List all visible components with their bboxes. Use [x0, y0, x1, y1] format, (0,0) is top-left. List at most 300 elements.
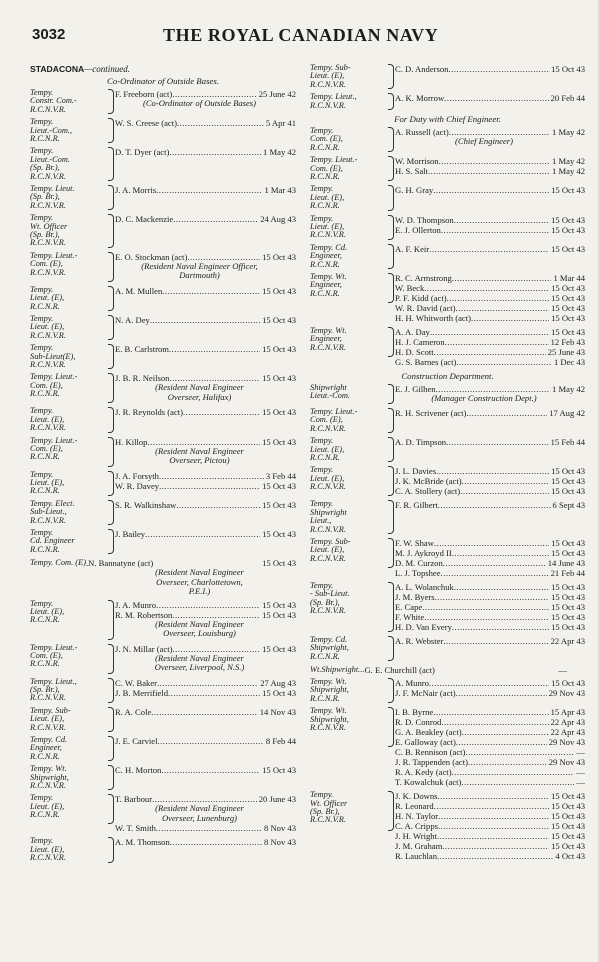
officer-entry — [115, 837, 296, 847]
officer-entry — [395, 851, 585, 861]
officer-rank: Tempy. Constr. Com.- R.C.N.V.R. — [30, 88, 77, 114]
officer-rank: Tempy. Sub- Lieut. (E), R.C.N.V.R. — [30, 705, 71, 732]
officer-rank: Tempy. Lieut. (E), R.C.N.R. — [30, 598, 65, 625]
leader-dots — [422, 602, 549, 612]
officer-date: 15 Oct 43 — [551, 621, 585, 632]
officer-name: E. Galloway (act) — [395, 737, 456, 748]
officer-entry — [115, 688, 296, 698]
officer-name: J. M. Byers — [395, 591, 435, 602]
officer-group — [310, 185, 585, 210]
officer-entries — [395, 93, 585, 103]
officer-rank: Tempy. Lieut. (E), R.C.N.V.R. — [30, 313, 66, 340]
officer-entry — [395, 156, 585, 166]
officer-name: E. J. Ollerton — [395, 224, 441, 235]
officer-name: E. Cape — [395, 601, 423, 612]
leader-dots — [434, 801, 549, 811]
leader-dots — [454, 582, 549, 592]
officer-entries — [115, 437, 296, 466]
leader-dots — [159, 481, 260, 491]
officer-entry — [395, 225, 585, 235]
officer-rank: Tempy. Lieut.- Com. (E), R.C.N.R. — [30, 435, 78, 462]
officer-group — [30, 373, 296, 403]
officer-group — [30, 437, 296, 467]
officer-date: 15 Oct 43 — [551, 224, 585, 235]
officer-name: R. C. Armstrong — [395, 272, 452, 283]
officer-group — [310, 64, 585, 89]
officer-rank: Tempy. Wt. Engineer, R.C.N.R. — [310, 271, 347, 298]
officer-name: C. H. Morton — [115, 765, 162, 776]
officer-date: 15 Oct 43 — [262, 765, 296, 776]
officer-entry — [395, 357, 585, 367]
officer-list-2 — [30, 600, 296, 863]
leader-dots — [147, 437, 260, 447]
officer-group — [30, 500, 296, 525]
officer-entry — [395, 273, 585, 283]
leader-dots — [169, 147, 261, 157]
officer-entries — [115, 118, 296, 128]
officer-group — [30, 185, 296, 210]
officer-entries — [395, 636, 585, 646]
leader-dots — [428, 166, 550, 176]
group-brace — [388, 93, 394, 110]
group-brace — [388, 437, 394, 462]
officer-date: 22 Apr 43 — [550, 717, 585, 728]
officer-group — [310, 466, 585, 496]
officer-entries — [115, 794, 296, 823]
officer-rank: Tempy. Com. (E), R.C.N.R. — [310, 125, 343, 152]
officer-name: E. B. Carlstrom — [115, 344, 169, 355]
officer-entries — [115, 765, 296, 775]
leader-dots — [465, 747, 574, 757]
officer-date: 8 Feb 44 — [265, 735, 296, 746]
leader-dots — [176, 500, 260, 510]
officer-group — [30, 344, 296, 369]
officer-rank: Tempy. Cd. Engineer, R.C.N.R. — [310, 242, 348, 269]
officer-date: 1 May 42 — [552, 126, 585, 137]
officer-entries — [395, 582, 585, 632]
officer-date: 1 May 42 — [263, 147, 296, 158]
officer-name: G. S. Barnes (act) — [395, 356, 457, 367]
officer-date: 12 Feb 43 — [550, 336, 585, 347]
officer-rank: Tempy. - Sub-Lieut. (Sp. Br.), R.C.N.V.R. — [310, 580, 350, 616]
officer-date: 1 Mar 43 — [264, 184, 296, 195]
leader-dots — [436, 466, 549, 476]
leader-dots — [448, 64, 549, 74]
officer-entries — [395, 384, 585, 404]
officer-name: J. E. Carviel — [115, 735, 158, 746]
group-brace — [388, 636, 394, 661]
officer-rank: Tempy. Wt. Shipwright, R.C.N.V.R. — [310, 706, 349, 733]
officer-name: J. R. Reynolds (act) — [115, 407, 184, 418]
leader-dots — [462, 727, 549, 737]
leader-dots — [156, 600, 260, 610]
officer-group-churchill — [310, 665, 585, 675]
group-brace — [108, 765, 114, 790]
officer-entry — [395, 538, 585, 548]
officer-name: A. M. Thomson — [115, 837, 170, 848]
group-brace — [108, 407, 114, 432]
group-brace — [388, 791, 394, 831]
officer-entries-cont — [115, 823, 296, 833]
leader-dots — [424, 612, 549, 622]
group-brace — [108, 707, 114, 732]
group-brace — [388, 678, 394, 703]
officer-group — [30, 837, 296, 862]
officer-entries — [115, 707, 296, 717]
officer-entries — [115, 678, 296, 698]
officer-date: 15 Oct 43 — [551, 486, 585, 497]
leader-dots — [452, 548, 549, 558]
group-brace — [108, 437, 114, 467]
officer-date: 15 Oct 43 — [551, 601, 585, 612]
leader-dots — [443, 636, 548, 646]
officer-entry — [395, 558, 585, 568]
group-brace — [108, 529, 114, 554]
officer-date: 1 May 42 — [552, 156, 585, 167]
officer-date: 15 Oct 43 — [551, 821, 585, 832]
continued-label: —continued. — [84, 64, 131, 74]
officer-date: 15 Oct 43 — [551, 811, 585, 822]
officer-name: H. D. Scott — [395, 346, 434, 357]
group-brace — [388, 707, 394, 747]
group-brace — [108, 500, 114, 525]
section-heading — [30, 64, 296, 74]
group-brace — [108, 678, 114, 703]
officer-date: 15 Oct 43 — [551, 292, 585, 303]
leader-dots — [456, 737, 547, 747]
group-brace — [388, 384, 394, 404]
officer-name: W. R. David (act) — [395, 302, 456, 313]
officer-date: 8 Nov 43 — [264, 837, 296, 848]
officer-entry — [395, 293, 585, 303]
officer-name: R. A. Cole — [115, 706, 152, 717]
officer-date: 15 Oct 43 — [262, 344, 296, 355]
leader-dots — [456, 357, 552, 367]
leader-dots — [157, 678, 258, 688]
leader-dots — [168, 688, 260, 698]
officer-name: R. A. Kedy (act) — [395, 767, 452, 778]
officer-entry — [395, 486, 585, 496]
officer-rank: Tempy. Cd. Engineer R.C.N.R. — [30, 527, 75, 554]
officer-group — [30, 529, 296, 554]
officer-list — [30, 89, 296, 554]
leader-dots — [438, 811, 549, 821]
officer-name: H. Killop — [115, 436, 148, 447]
officer-entries — [395, 466, 585, 496]
officer-date: 15 Oct 43 — [262, 499, 296, 510]
leader-dots — [151, 707, 257, 717]
officer-group — [30, 252, 296, 282]
group-brace — [108, 286, 114, 311]
leader-dots — [462, 476, 550, 486]
officer-group — [310, 408, 585, 433]
officer-entries — [395, 707, 585, 747]
officer-date: 15 Oct 43 — [551, 243, 585, 254]
officer-entries — [115, 529, 296, 539]
officer-entries — [115, 344, 296, 354]
group-brace — [108, 837, 114, 862]
officer-name: J. H. Wright — [395, 831, 437, 842]
officer-entries-cont — [395, 831, 585, 861]
officer-date: 15 Oct 43 — [262, 599, 296, 610]
officer-entry — [115, 736, 296, 746]
officer-rank: Tempy. Lieut. (E), R.C.N.V.R. — [310, 213, 346, 240]
officer-name: J. B. Merrifield — [115, 687, 168, 698]
group-brace — [108, 118, 114, 143]
officer-name: T. Barbour — [115, 794, 153, 805]
officer-entry — [395, 831, 585, 841]
officer-entry — [395, 678, 585, 688]
officer-entries — [395, 500, 585, 510]
officer-name: W. Morrison — [395, 156, 439, 167]
officer-entry — [115, 286, 296, 296]
officer-date: 14 Nov 43 — [259, 706, 296, 717]
officer-rank: Tempy. Wt. Officer (Sp. Br.), R.C.N.V.R. — [310, 790, 348, 825]
officer-group — [310, 327, 585, 367]
officer-name: T. Kowalchuk (act) — [395, 777, 462, 788]
officer-rank: Tempy. Lieut.- Com. (E), R.C.N.R. — [310, 155, 358, 181]
leader-dots — [439, 156, 550, 166]
group-brace — [388, 538, 394, 568]
page-header — [0, 0, 600, 45]
officer-rank: Tempy. Lieut. (E), R.C.N.R. — [30, 284, 65, 311]
group-brace — [388, 408, 394, 433]
appointment-note: (Resident Naval Engineer Overseer, Charlottetown, P.E.I.) — [155, 567, 244, 597]
officer-name: J. A. Morris — [115, 184, 157, 195]
leader-dots — [169, 344, 260, 354]
officer-entries — [115, 600, 296, 639]
officer-rank: Tempy. Lieut., R.C.N.V.R. — [310, 92, 357, 110]
officer-name: G. E. Churchill (act) — [364, 665, 435, 676]
officer-entries — [395, 437, 585, 447]
officer-entry — [395, 821, 585, 831]
officer-date: 27 Aug 43 — [260, 677, 296, 688]
leader-dots — [177, 118, 264, 128]
officer-rank: Tempy. Sub- Lieut. (E), R.C.N.V.R. — [310, 536, 351, 563]
officer-entries — [115, 286, 296, 296]
leader-dots — [145, 529, 260, 539]
officer-group — [310, 538, 585, 578]
leader-dots — [159, 471, 264, 481]
officer-entry — [115, 214, 296, 224]
officer-rank: Tempy. Lieut. (E), R.C.N.V.R. — [310, 465, 346, 492]
officer-entries — [395, 215, 585, 235]
group-brace — [108, 736, 114, 761]
engineer-list — [310, 127, 585, 367]
officer-entries-cont — [395, 747, 585, 787]
officer-date: 15 Oct 43 — [551, 466, 585, 477]
officer-name: .N. Bannatyne (act) — [86, 558, 154, 569]
officer-entry — [115, 481, 296, 491]
officer-entry — [115, 147, 296, 157]
group-brace — [108, 373, 114, 403]
officer-entries — [395, 678, 585, 698]
officer-entries — [395, 127, 585, 147]
officer-rank: Tempy. Lieut.-Com. (Sp. Br.), R.C.N.V.R. — [30, 146, 71, 181]
officer-name: J. R. Tappenden (act) — [395, 757, 468, 768]
officer-entries — [395, 185, 585, 195]
officer-entry — [115, 529, 296, 539]
officer-date: 15 Oct 43 — [551, 185, 585, 196]
leader-dots — [442, 841, 549, 851]
officer-group — [30, 118, 296, 143]
officer-name: W. T. Smith — [115, 823, 156, 834]
officer-date: 6 Sept 43 — [552, 500, 585, 511]
officer-name: A. M. Mullen — [115, 285, 163, 296]
officer-name: F. Freeborn (act) — [115, 89, 173, 99]
leader-dots — [430, 327, 549, 337]
officer-entry — [115, 707, 296, 717]
officer-group — [30, 678, 296, 703]
officer-name: M. J. Aykroyd II — [395, 547, 452, 558]
leader-dots — [452, 273, 552, 283]
leader-dots — [452, 622, 549, 632]
officer-name: J. N. Millar (act) — [115, 643, 173, 654]
group-brace — [108, 252, 114, 282]
officer-date: 15 Oct 43 — [262, 285, 296, 296]
officer-date: — — [576, 767, 585, 778]
officer-group — [310, 582, 585, 632]
appointment-note: (Resident Naval Engineer Overseer, Pictou) — [155, 445, 244, 465]
officer-entry — [395, 437, 585, 447]
group-brace — [388, 327, 394, 357]
officer-name: W. Beck — [395, 282, 425, 293]
officer-date: 15 Oct 43 — [551, 64, 585, 74]
officer-entries — [395, 156, 585, 176]
officer-group — [310, 437, 585, 462]
officer-entry — [395, 548, 585, 558]
officer-name: J. F. McNair (act) — [395, 688, 456, 699]
officer-rank: Tempy. Lieut.-Com., R.C.N.R. — [30, 117, 73, 143]
officer-entry — [395, 303, 585, 313]
officer-name: A. Munro — [395, 678, 429, 689]
officer-entry — [395, 791, 585, 801]
leader-dots — [435, 592, 549, 602]
leader-dots — [461, 777, 574, 787]
officer-group — [30, 89, 296, 114]
leader-dots — [161, 765, 260, 775]
officer-entry — [395, 337, 585, 347]
officer-rank: Tempy. Wt. Shipwright, R.C.N.R. — [310, 677, 349, 703]
officer-date: 8 Nov 43 — [264, 823, 296, 834]
group-brace — [108, 185, 114, 210]
leader-dots — [441, 717, 548, 727]
officer-entry — [395, 602, 585, 612]
officer-group — [30, 407, 296, 432]
officer-date: 1 Mar 44 — [553, 272, 585, 283]
leader-dots — [452, 767, 575, 777]
officer-group — [30, 736, 296, 761]
officer-entry — [115, 471, 296, 481]
officer-date: 1 May 42 — [552, 166, 585, 177]
officer-rank: Tempy. Lieut. (Sp. Br.), R.C.N.V.R. — [30, 183, 75, 210]
officer-date: 15 Oct 43 — [262, 480, 296, 491]
officer-name: D. C. Mackenzie — [115, 214, 174, 225]
officer-group — [30, 471, 296, 496]
officer-name: C. D. Anderson — [395, 64, 449, 74]
appointment-note: (Resident Naval Engineer Overseer, Lunenburg) — [155, 803, 244, 823]
officer-entry — [395, 93, 585, 103]
officer-date: 29 Nov 43 — [548, 688, 585, 699]
officer-entries — [395, 538, 585, 568]
officer-date: 15 Oct 43 — [262, 314, 296, 325]
officer-group-bannatyne — [30, 558, 296, 597]
officer-rank: Tempy. Lieut.- Com. (E), R.C.N.V.R. — [310, 406, 358, 433]
officer-entry — [395, 767, 585, 777]
officer-date: 15 Oct 43 — [262, 558, 296, 569]
group-brace — [388, 64, 394, 89]
leader-dots — [456, 303, 550, 313]
officer-name: A. Russell (act) — [395, 126, 449, 137]
officer-name: J. L. Davies — [395, 466, 437, 477]
officer-name: C. W. Baker — [115, 677, 158, 688]
officer-rank: Tempy. Com. (E) — [30, 558, 86, 568]
group-brace — [108, 471, 114, 496]
officer-date: 15 Oct 43 — [262, 436, 296, 447]
leader-dots — [434, 347, 546, 357]
leader-dots — [471, 313, 549, 323]
officer-name: W. R. Davey — [115, 480, 160, 491]
appointment-note: (Resident Naval Engineer Overseer, Liverpool, N.S.) — [154, 652, 245, 673]
officer-entry — [395, 737, 585, 747]
officer-name: G. H. Gray — [395, 185, 434, 196]
officer-rank: Tempy. Lieut. (E), R.C.N.R. — [310, 184, 345, 211]
officer-date: 15 Oct 43 — [551, 214, 585, 225]
officer-name: R. Lauchlan — [395, 851, 437, 862]
leader-dots — [438, 500, 551, 510]
officer-entry — [115, 500, 296, 510]
officer-date: — — [576, 777, 585, 788]
officer-date: 14 June 43 — [547, 557, 585, 568]
officer-entry — [395, 622, 585, 632]
officer-date: 15 Feb 44 — [550, 437, 585, 448]
officer-entry — [395, 476, 585, 486]
officer-entry — [395, 747, 585, 757]
leader-dots — [183, 407, 260, 417]
officer-entries — [115, 471, 296, 491]
officer-entry — [395, 592, 585, 602]
officer-rank: Tempy. Lieut. (E), R.C.N.R. — [30, 469, 65, 496]
officer-entry — [395, 777, 585, 787]
officer-entry — [395, 688, 585, 698]
officer-group — [310, 707, 585, 787]
page-number: 3032 — [32, 26, 66, 43]
officer-entries — [115, 89, 296, 109]
officer-entry — [115, 823, 296, 833]
officer-date: 25 June 42 — [258, 89, 296, 99]
officer-entry — [395, 166, 585, 176]
officer-name: D. M. Curzon — [395, 557, 443, 568]
officer-entry — [115, 678, 296, 688]
group-brace — [388, 244, 394, 269]
station-name: STADACONA — [30, 64, 85, 74]
officer-entries — [115, 644, 296, 673]
officer-entry — [395, 283, 585, 293]
officer-date: 15 Oct 43 — [551, 282, 585, 293]
officer-name: R. M. Robertson — [115, 609, 173, 620]
officer-entries — [115, 500, 296, 510]
leader-dots — [429, 678, 549, 688]
officer-entry — [395, 408, 585, 418]
group-brace — [108, 214, 114, 248]
officer-date: 15 Oct 43 — [551, 791, 585, 802]
officer-rank: Tempy. Sub-Lieut(E), R.C.N.V.R. — [30, 343, 76, 369]
officer-name: W. D. Thompson — [395, 214, 454, 225]
officer-group — [310, 500, 585, 534]
leader-dots — [150, 315, 260, 325]
officer-entry — [395, 707, 585, 717]
officer-date: 15 Oct 43 — [262, 609, 296, 620]
